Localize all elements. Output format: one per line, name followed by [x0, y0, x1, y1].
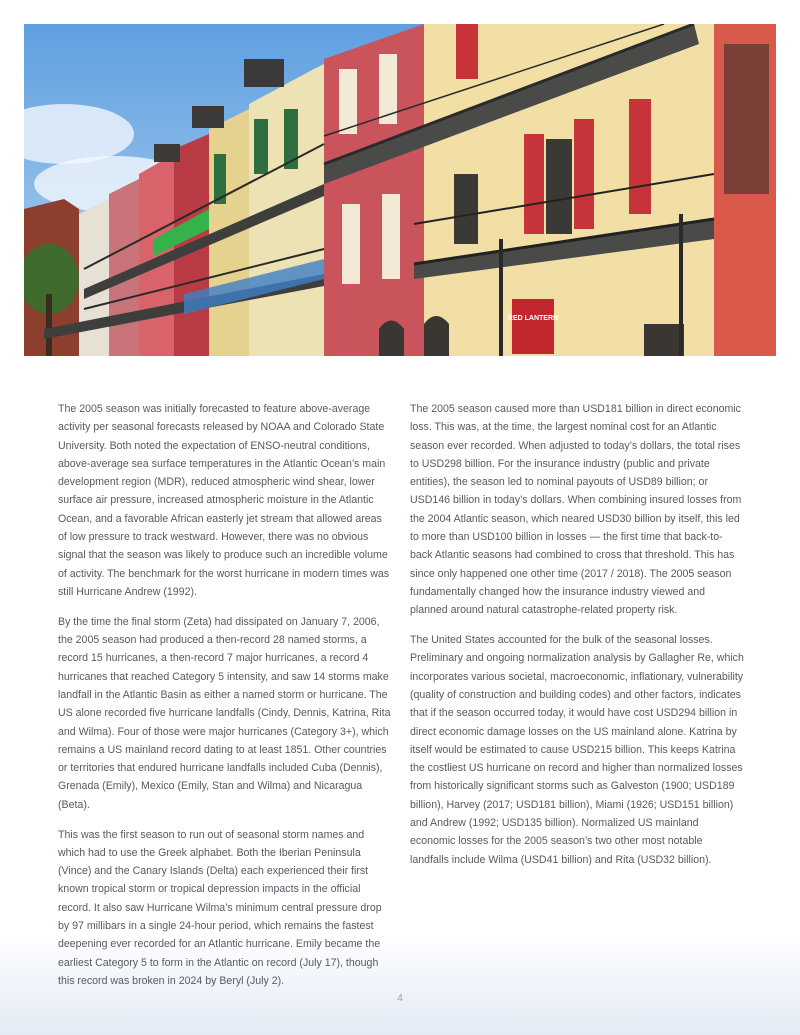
window: [342, 204, 360, 284]
dormer: [192, 106, 224, 128]
shutter: [254, 119, 268, 174]
window: [724, 44, 769, 194]
paragraph: The 2005 season caused more than USD181 billion in direct economic loss. This was, at the time, the largest nominal cost for an Atlantic season ever recorded. When adjusted to today’s dollars, the total rises to USD298 billion. For the insurance industry (public and private entities), the season led to nominal payouts of USD89 billion; or USD146 billion in today’s dollars. When combining insured losses from the 2004 Atlantic season, which neared USD30 billion by itself, this led to more than USD100 billion in losses — the first time that back-to-back Atlantic seasons had combined to cross that threshold. This has since only happened one other time (2017 / 2018). The 2005 season fundamentally changed how the insurance industry viewed and planned around natural catastrophe-related property risk.: [410, 403, 742, 617]
left-column: [58, 400, 392, 1002]
shutter: [456, 24, 478, 79]
gallery-post: [679, 214, 683, 356]
paragraph: This was the first season to run out of seasonal storm names and which had to use the Greek alphabet. Both the Iberian Peninsula (Vince) and the Canary Islands (Delta) each experienced their first known tropical storm or tropical depression impacts in the official record. It also saw Hurricane Wilma’s minimum central pressure drop by 97 millibars in a single 24-hour period, which remains the fastest deepening ever recorded for an Atlantic hurricane. Emily became the earliest Category 5 to form in the Atlantic on record (July 17), though this record was broken in 2024 by Beryl (July 2).: [58, 828, 382, 987]
paragraph: The United States accounted for the bulk of the seasonal losses. Preliminary and ongoing normalization analysis by Gallagher Re, which incorporates various societal, macroeconomic, inflationary, vulnerability (quality of construction and building codes) and other factors, indicates that if the season occurred today, it would have cost USD294 billion in direct economic damage losses on the US mainland alone. Katrina by itself would be estimated to cause USD215 billion. This keeps Katrina the costliest US hurricane on record and higher than normalized losses from historically significant storms such as Galveston (1900; USD189 billion), Harvey (2017; USD181 billion), Miami (1926; USD151 billion) and Andrew (1992; USD135 billion). Normalized US mainland economic losses for the 2005 season’s two other most notable landfalls include Wilma (USD41 billion) and Rita (USD32 billion).: [410, 634, 744, 866]
window: [339, 69, 357, 134]
arched-door: [424, 316, 449, 356]
shutter: [524, 134, 544, 234]
shutter: [284, 109, 298, 169]
dormer: [244, 59, 284, 87]
tree-trunk: [46, 294, 52, 356]
red-lantern-sign: [512, 299, 554, 354]
window: [382, 194, 400, 279]
arched-door: [379, 321, 404, 357]
paragraph: By the time the final storm (Zeta) had dissipated on January 7, 2006, the 2005 season had produced a then-record 28 named storms, a record 15 hurricanes, a then-record 7 major hurricanes, a record 4 hurricanes that reached Category 5 intensity, and saw 14 storms make landfall in the Atlantic Basin as either a named storm or hurricane. The US alone recorded five hurricane landfalls (Cindy, Dennis, Katrina, Rita and Wilma). Four of those were major hurricanes (Category 3+), which remains a US mainland record dating to at least 1851. Other countries or territories that endured hurricane landfalls included Cuba (Dennis), Grenada (Emily), Mexico (Emily, Stan and Wilma) and Nicaragua (Beta).: [58, 615, 391, 811]
dormer: [154, 144, 180, 162]
page-number: 4: [397, 993, 403, 1004]
red-lantern-sign-text: RED LANTERN: [507, 315, 559, 322]
gallery-post: [499, 239, 503, 356]
right-column: [410, 400, 744, 880]
building: [79, 199, 109, 356]
header-photo: [24, 24, 776, 356]
shutter: [629, 99, 651, 214]
doorway: [644, 324, 684, 356]
shutter: [574, 119, 594, 229]
window: [454, 174, 478, 244]
paragraph: The 2005 season was initially forecasted to feature above-average activity per seasonal forecasts released by NOAA and Colorado State University. Both noted the expectation of ENSO-neutral conditions, above-average sea surface temperatures in the Atlantic Ocean’s main development region (MDR), reduced atmospheric wind shear, lower surface air pressure, increased atmospheric moisture in the Atlantic Ocean, and a favorable African easterly jet stream that allowed areas of low pressure to track westward. However, there was no obvious signal that the season was likely to produce such an incredible volume of activity. The benchmark for the worst hurricane in modern times was still Hurricane Andrew (1992).: [58, 403, 390, 598]
window: [546, 139, 572, 234]
